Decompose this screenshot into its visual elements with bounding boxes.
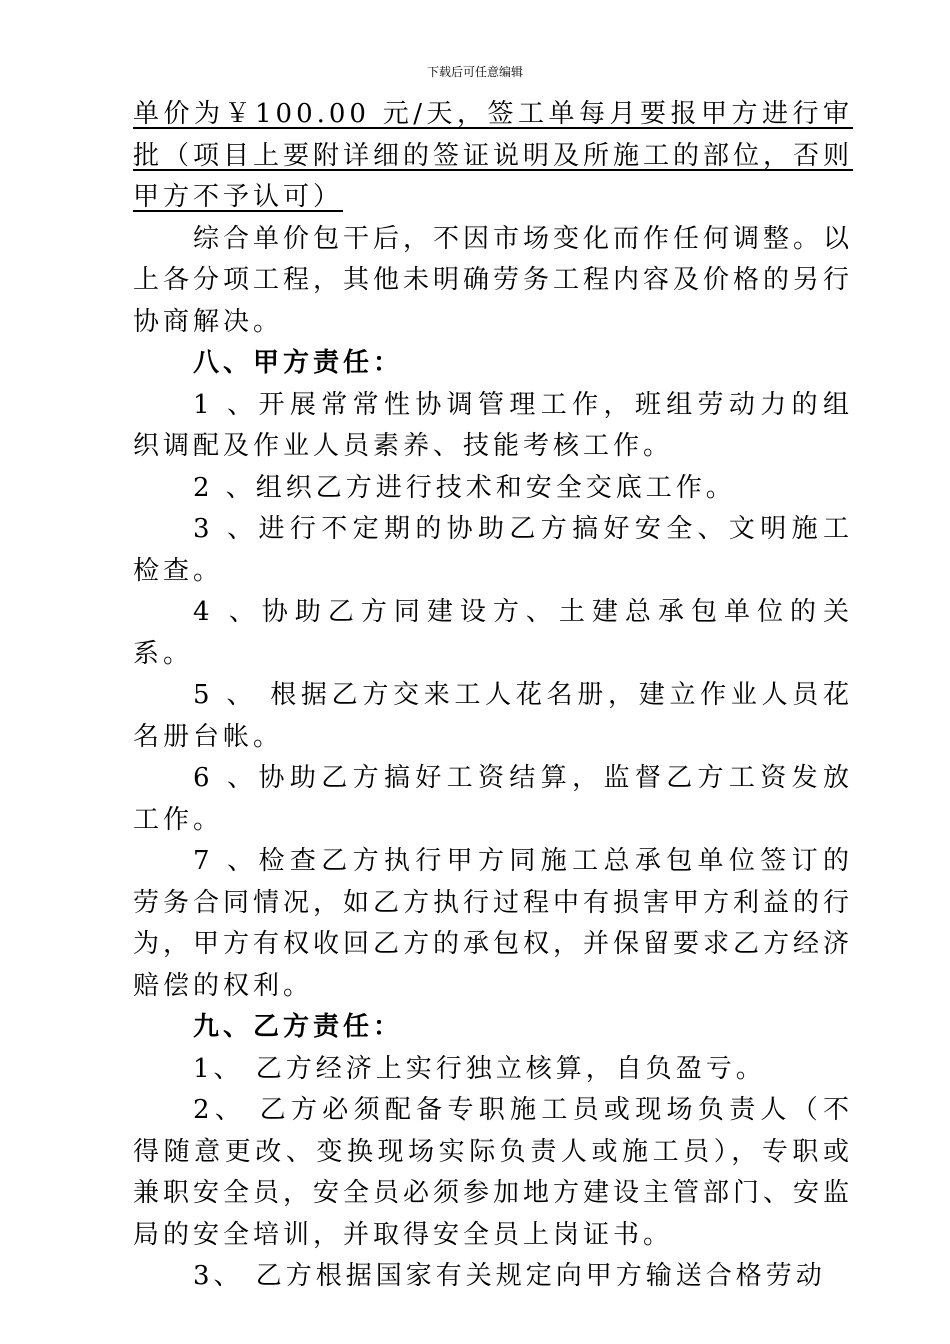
party-a-item-1: 1 、开展常常性协调管理工作，班组劳动力的组织调配及作业人员素养、技能考核工作。 xyxy=(133,389,853,461)
paragraph-comprehensive-price: 综合单价包干后，不因市场变化而作任何调整。以上各分项工程，其他未明确劳务工程内容及价格的另行协商解决。 xyxy=(133,223,854,337)
party-a-item-2: 2 、组织乙方进行技术和安全交底工作。 xyxy=(193,472,736,503)
paragraph-unit-price: 单价为￥100.00 元/天，签工单每月要报甲方进行审批（项目上要附详细的签证说明及所施工的部位，否则甲方不予认可） xyxy=(133,99,854,212)
section-heading-party-b: 九、乙方责任： xyxy=(193,1012,404,1042)
party-a-item-6: 6 、协助乙方搞好工资结算，监督乙方工资发放工作。 xyxy=(133,763,853,835)
section-heading-party-a: 八、甲方责任： xyxy=(193,348,404,378)
party-b-item-1: 1、 乙方经济上实行独立核算，自负盈亏。 xyxy=(193,1053,766,1084)
party-a-item-4: 4 、协助乙方同建设方、土建总承包单位的关系。 xyxy=(133,597,853,669)
party-b-item-3: 3、 乙方根据国家有关规定向甲方输送合格劳动 xyxy=(193,1261,826,1291)
party-a-item-3: 3 、进行不定期的协助乙方搞好安全、文明施工检查。 xyxy=(133,514,853,586)
page-header: 下载后可任意编辑 xyxy=(426,65,523,79)
party-a-item-7: 7 、检查乙方执行甲方同施工总承包单位签订的劳务合同情况，如乙方执行过程中有损害甲方利益的行为，甲方有权收回乙方的承包权，并保留要求乙方经济赔偿的权利。 xyxy=(133,846,854,1001)
party-b-item-2: 2、 乙方必须配备专职施工员或现场负责人（不得随意更改、变换现场实际负责人或施工员），专职或兼职安全员，安全员必须参加地方建设主管部门、安监局的安全培训，并取得安全员上岗证书。 xyxy=(133,1095,854,1250)
party-a-item-5: 5 、 根据乙方交来工人花名册，建立作业人员花名册台帐。 xyxy=(133,680,853,752)
document-body xyxy=(133,94,853,1298)
